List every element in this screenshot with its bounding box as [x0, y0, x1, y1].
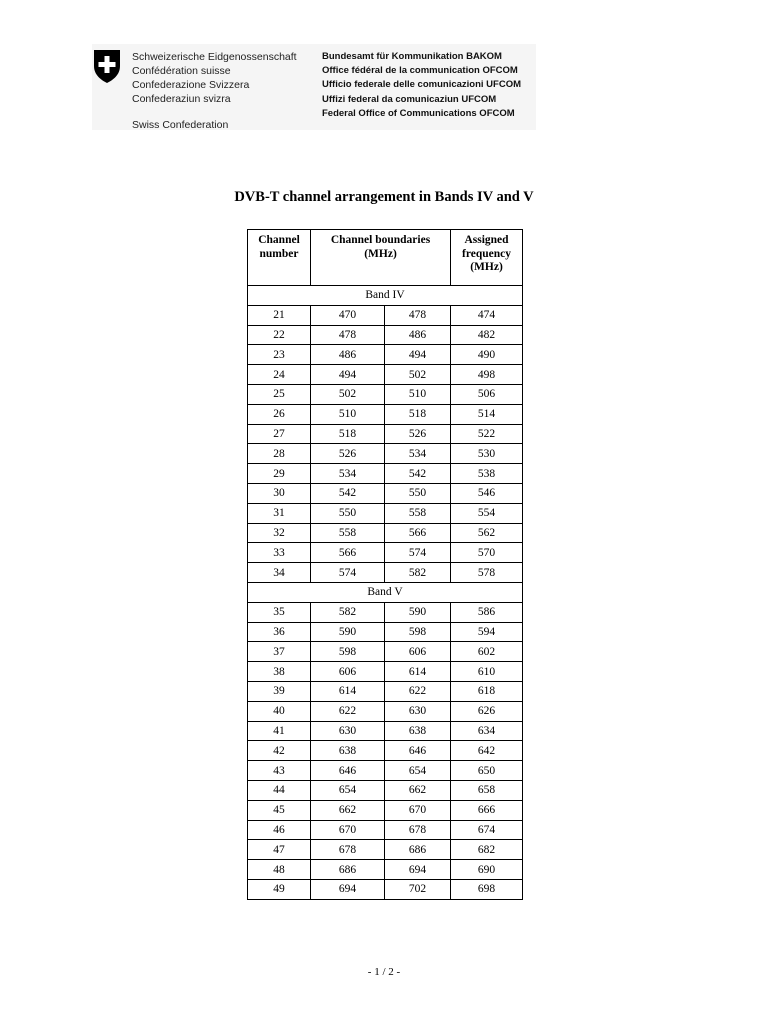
lower-boundary-cell: 550: [311, 503, 385, 523]
channel-number-cell: 38: [248, 662, 311, 682]
table-row: [248, 384, 523, 404]
table-row: [248, 444, 523, 464]
assigned-frequency-cell: 498: [451, 365, 523, 385]
upper-boundary-cell: 478: [385, 305, 451, 325]
lower-boundary-cell: 622: [311, 701, 385, 721]
channel-number-cell: 33: [248, 543, 311, 563]
table-row: [248, 464, 523, 484]
table-row: [248, 840, 523, 860]
channel-number-cell: 21: [248, 305, 311, 325]
channel-number-cell: 40: [248, 701, 311, 721]
channel-number-cell: 36: [248, 622, 311, 642]
assigned-frequency-cell: 514: [451, 404, 523, 424]
upper-boundary-cell: 550: [385, 483, 451, 503]
lower-boundary-cell: 478: [311, 325, 385, 345]
table-row: [248, 681, 523, 701]
office-name: Uffizi federal da comunicaziun UFCOM: [322, 93, 497, 105]
lower-boundary-cell: 598: [311, 642, 385, 662]
swiss-cross-shield-icon: [92, 48, 122, 84]
band-label: Band V: [248, 582, 523, 602]
assigned-frequency-cell: 690: [451, 860, 523, 880]
page-number: - 1 / 2 -: [367, 966, 401, 978]
confederation-names: [132, 50, 297, 106]
table-row: [248, 701, 523, 721]
lower-boundary-cell: 614: [311, 681, 385, 701]
table-row: [248, 780, 523, 800]
upper-boundary-cell: 646: [385, 741, 451, 761]
channel-number-cell: 41: [248, 721, 311, 741]
letterhead: [92, 44, 536, 130]
lower-boundary-cell: 558: [311, 523, 385, 543]
header-line: frequency: [462, 247, 511, 260]
lower-boundary-cell: 502: [311, 384, 385, 404]
upper-boundary-cell: 606: [385, 642, 451, 662]
channel-number-cell: 28: [248, 444, 311, 464]
header-line: (MHz): [470, 261, 503, 273]
assigned-frequency-cell: 570: [451, 543, 523, 563]
assigned-frequency-cell: 554: [451, 503, 523, 523]
upper-boundary-cell: 534: [385, 444, 451, 464]
confederation-name: Confederazione Svizzera: [132, 79, 250, 91]
upper-boundary-cell: 590: [385, 602, 451, 622]
assigned-frequency-cell: 698: [451, 879, 523, 899]
lower-boundary-cell: 630: [311, 721, 385, 741]
assigned-frequency-cell: 674: [451, 820, 523, 840]
channel-number-cell: 32: [248, 523, 311, 543]
upper-boundary-cell: 518: [385, 404, 451, 424]
upper-boundary-cell: 574: [385, 543, 451, 563]
upper-boundary-cell: 566: [385, 523, 451, 543]
lower-boundary-cell: 486: [311, 345, 385, 365]
lower-boundary-cell: 510: [311, 404, 385, 424]
channel-number-cell: 27: [248, 424, 311, 444]
assigned-frequency-cell: 522: [451, 424, 523, 444]
table-row: [248, 345, 523, 365]
assigned-frequency-cell: 562: [451, 523, 523, 543]
page-title: DVB-T channel arrangement in Bands IV and V: [234, 189, 534, 205]
channel-number-cell: 22: [248, 325, 311, 345]
assigned-frequency-cell: 682: [451, 840, 523, 860]
confederation-name: Confederaziun svizra: [132, 93, 231, 105]
header-line: Channel: [258, 234, 300, 246]
assigned-frequency-cell: 618: [451, 681, 523, 701]
upper-boundary-cell: 542: [385, 464, 451, 484]
table-row: [248, 305, 523, 325]
upper-boundary-cell: 622: [385, 681, 451, 701]
assigned-frequency-cell: 666: [451, 800, 523, 820]
channel-number-cell: 34: [248, 563, 311, 583]
assigned-frequency-cell: 474: [451, 305, 523, 325]
band-label: Band IV: [248, 286, 523, 306]
table-row: [248, 642, 523, 662]
table-row: [248, 325, 523, 345]
table-row: [248, 879, 523, 899]
assigned-frequency-cell: 610: [451, 662, 523, 682]
upper-boundary-cell: 526: [385, 424, 451, 444]
channel-number-cell: 23: [248, 345, 311, 365]
assigned-frequency-cell: 602: [451, 642, 523, 662]
channel-number-cell: 24: [248, 365, 311, 385]
office-name: Bundesamt für Kommunikation BAKOM: [322, 51, 502, 62]
upper-boundary-cell: 702: [385, 879, 451, 899]
band-row: [248, 582, 523, 602]
lower-boundary-cell: 662: [311, 800, 385, 820]
upper-boundary-cell: 694: [385, 860, 451, 880]
table-row: [248, 741, 523, 761]
channel-number-cell: 49: [248, 879, 311, 899]
table-row: [248, 622, 523, 642]
assigned-frequency-cell: 482: [451, 325, 523, 345]
table-header-row: [248, 230, 523, 286]
assigned-frequency-cell: 506: [451, 384, 523, 404]
table-row: [248, 563, 523, 583]
table-row: [248, 404, 523, 424]
upper-boundary-cell: 486: [385, 325, 451, 345]
lower-boundary-cell: 694: [311, 879, 385, 899]
table-row: [248, 365, 523, 385]
assigned-frequency-cell: 546: [451, 483, 523, 503]
confederation-name: Schweizerische Eidgenossenschaft: [132, 51, 297, 63]
channel-number-cell: 47: [248, 840, 311, 860]
lower-boundary-cell: 566: [311, 543, 385, 563]
table-row: [248, 662, 523, 682]
channel-number-cell: 45: [248, 800, 311, 820]
lower-boundary-cell: 518: [311, 424, 385, 444]
assigned-frequency-cell: 642: [451, 741, 523, 761]
upper-boundary-cell: 582: [385, 563, 451, 583]
table-row: [248, 721, 523, 741]
channel-number-cell: 25: [248, 384, 311, 404]
channel-number-cell: 35: [248, 602, 311, 622]
lower-boundary-cell: 638: [311, 741, 385, 761]
table-row: [248, 800, 523, 820]
channel-number-cell: 37: [248, 642, 311, 662]
header-assigned-frequency: [451, 230, 523, 286]
assigned-frequency-cell: 626: [451, 701, 523, 721]
header-line: (MHz): [364, 247, 397, 260]
channel-table: [247, 229, 523, 900]
assigned-frequency-cell: 650: [451, 761, 523, 781]
lower-boundary-cell: 654: [311, 780, 385, 800]
lower-boundary-cell: 606: [311, 662, 385, 682]
upper-boundary-cell: 502: [385, 365, 451, 385]
upper-boundary-cell: 662: [385, 780, 451, 800]
lower-boundary-cell: 670: [311, 820, 385, 840]
upper-boundary-cell: 686: [385, 840, 451, 860]
assigned-frequency-cell: 530: [451, 444, 523, 464]
channel-number-cell: 30: [248, 483, 311, 503]
assigned-frequency-cell: 634: [451, 721, 523, 741]
channel-number-cell: 29: [248, 464, 311, 484]
lower-boundary-cell: 678: [311, 840, 385, 860]
channel-number-cell: 42: [248, 741, 311, 761]
office-names: [322, 50, 521, 121]
lower-boundary-cell: 686: [311, 860, 385, 880]
table-row: [248, 503, 523, 523]
office-name: Ufficio federale delle comunicazioni UFCOM: [322, 79, 522, 91]
assigned-frequency-cell: 658: [451, 780, 523, 800]
upper-boundary-cell: 598: [385, 622, 451, 642]
lower-boundary-cell: 470: [311, 305, 385, 325]
upper-boundary-cell: 558: [385, 503, 451, 523]
lower-boundary-cell: 534: [311, 464, 385, 484]
header-channel-number: [248, 230, 311, 286]
lower-boundary-cell: 542: [311, 483, 385, 503]
header-channel-boundaries: [311, 230, 451, 286]
channel-number-cell: 44: [248, 780, 311, 800]
swiss-confederation-label: Swiss Confederation: [132, 119, 229, 131]
channel-number-cell: 46: [248, 820, 311, 840]
channel-number-cell: 43: [248, 761, 311, 781]
lower-boundary-cell: 526: [311, 444, 385, 464]
channel-number-cell: 31: [248, 503, 311, 523]
table-row: [248, 424, 523, 444]
upper-boundary-cell: 494: [385, 345, 451, 365]
upper-boundary-cell: 630: [385, 701, 451, 721]
channel-number-cell: 26: [248, 404, 311, 424]
table-row: [248, 602, 523, 622]
lower-boundary-cell: 494: [311, 365, 385, 385]
upper-boundary-cell: 510: [385, 384, 451, 404]
table-row: [248, 820, 523, 840]
header-line: Channel boundaries: [330, 234, 431, 246]
header-line: number: [259, 247, 299, 260]
table-row: [248, 761, 523, 781]
band-row: [248, 286, 523, 306]
lower-boundary-cell: 646: [311, 761, 385, 781]
lower-boundary-cell: 590: [311, 622, 385, 642]
header-line: Assigned: [464, 234, 509, 246]
upper-boundary-cell: 638: [385, 721, 451, 741]
table-row: [248, 523, 523, 543]
channel-number-cell: 48: [248, 860, 311, 880]
upper-boundary-cell: 654: [385, 761, 451, 781]
assigned-frequency-cell: 578: [451, 563, 523, 583]
lower-boundary-cell: 582: [311, 602, 385, 622]
upper-boundary-cell: 678: [385, 820, 451, 840]
lower-boundary-cell: 574: [311, 563, 385, 583]
confederation-name: Confédération suisse: [132, 65, 231, 77]
table-row: [248, 543, 523, 563]
table-row: [248, 483, 523, 503]
upper-boundary-cell: 670: [385, 800, 451, 820]
assigned-frequency-cell: 490: [451, 345, 523, 365]
assigned-frequency-cell: 538: [451, 464, 523, 484]
table-row: [248, 860, 523, 880]
assigned-frequency-cell: 594: [451, 622, 523, 642]
channel-number-cell: 39: [248, 681, 311, 701]
assigned-frequency-cell: 586: [451, 602, 523, 622]
upper-boundary-cell: 614: [385, 662, 451, 682]
office-name: Office fédéral de la communication OFCOM: [322, 65, 518, 77]
office-name: Federal Office of Communications OFCOM: [322, 107, 515, 119]
